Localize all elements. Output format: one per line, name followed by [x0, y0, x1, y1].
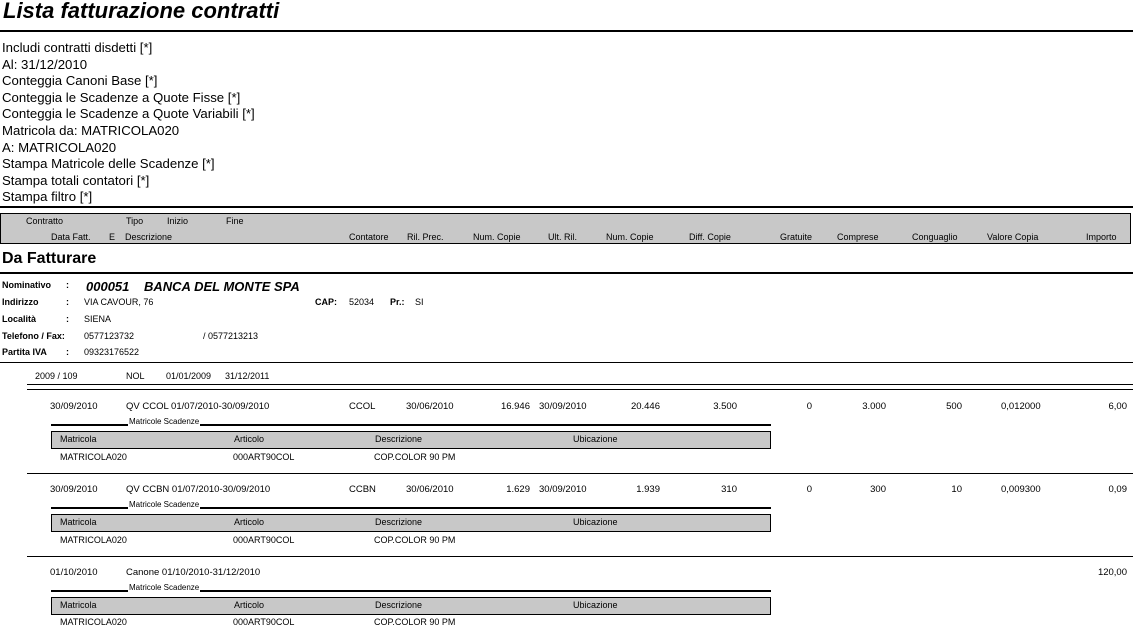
filter-line: Al: 31/12/2010 — [2, 56, 88, 72]
item-description: Canone 01/10/2010-31/12/2010 — [126, 567, 261, 578]
descrizione-value: COP.COLOR 90 PM — [374, 452, 456, 462]
item-date: 30/09/2010 — [50, 484, 98, 495]
mh-ubicazione: Ubicazione — [573, 517, 618, 527]
col-num-copie-prec: Num. Copie — [473, 232, 521, 242]
report-title: Lista fatturazione contratti — [3, 0, 280, 23]
cap-value: 52034 — [349, 297, 375, 307]
item-ult-ril: 30/09/2010 — [539, 401, 587, 412]
telefono-value: 0577123732 — [84, 331, 135, 341]
mh-matricola: Matricola — [60, 434, 97, 444]
matricole-header-box — [51, 431, 771, 449]
fax-value: / 0577213213 — [203, 331, 259, 341]
col-descrizione: Descrizione — [125, 232, 173, 242]
item-diff-copie: 310 — [721, 484, 737, 495]
item-contatore: CCBN — [349, 484, 376, 495]
item-num-copie-ult: 20.446 — [630, 401, 660, 412]
descrizione-value: COP.COLOR 90 PM — [374, 617, 456, 627]
column-header-box — [0, 213, 1131, 244]
customer-name: BANCA DEL MONTE SPA — [144, 279, 300, 294]
item-contatore: CCOL — [349, 401, 376, 412]
item-description: QV CCOL 01/07/2010-30/09/2010 — [126, 401, 270, 412]
item-valore-copia: 0,009300 — [1001, 484, 1041, 495]
filter-line: A: MATRICOLA020 — [2, 139, 117, 155]
mh-articolo: Articolo — [234, 600, 265, 610]
mh-descrizione: Descrizione — [375, 517, 423, 527]
mh-descrizione: Descrizione — [375, 434, 423, 444]
item-gratuite: 0 — [806, 401, 812, 412]
piva-label: Partita IVA — [2, 347, 47, 357]
colon: : — [66, 347, 69, 357]
contract-tipo: NOL — [126, 371, 145, 381]
col-e: E — [109, 232, 116, 242]
col-ult-ril: Ult. Ril. — [548, 232, 577, 242]
colon: : — [66, 297, 69, 307]
filter-line: Conteggia le Scadenze a Quote Fisse [*] — [2, 89, 241, 105]
matricole-label: Matricole Scadenze — [129, 500, 200, 509]
localita-value: SIENA — [84, 314, 112, 324]
item-ril-prec: 30/06/2010 — [406, 401, 454, 412]
nominativo-label: Nominativo — [2, 280, 52, 290]
col-tipo: Tipo — [126, 216, 144, 226]
mh-ubicazione: Ubicazione — [573, 600, 618, 610]
item-rule — [27, 473, 1133, 474]
pr-value: SI — [415, 297, 424, 307]
item-num-copie-prec: 1.629 — [506, 484, 530, 495]
col-conguaglio: Conguaglio — [912, 232, 958, 242]
contract-inizio: 01/01/2009 — [166, 371, 212, 381]
localita-label: Località — [2, 314, 37, 324]
matricole-header-box — [51, 514, 771, 532]
item-gratuite: 0 — [806, 484, 812, 495]
item-date: 30/09/2010 — [50, 401, 98, 412]
col-data-fatt: Data Fatt. — [51, 232, 91, 242]
item-comprese: 300 — [870, 484, 886, 495]
indirizzo-label: Indirizzo — [2, 297, 39, 307]
indirizzo-value: VIA CAVOUR, 76 — [84, 297, 154, 307]
matricola-value: MATRICOLA020 — [60, 617, 127, 627]
contract-rule — [27, 384, 1133, 385]
articolo-value: 000ART90COL — [233, 535, 295, 545]
contract-fine: 31/12/2011 — [225, 371, 270, 381]
articolo-value: 000ART90COL — [233, 452, 295, 462]
filter-line: Stampa filtro [*] — [2, 189, 93, 205]
col-valore-copia: Valore Copia — [987, 232, 1039, 242]
item-conguaglio: 500 — [946, 401, 962, 412]
col-diff-copie: Diff. Copie — [689, 232, 731, 242]
mh-descrizione: Descrizione — [375, 600, 423, 610]
pr-label: Pr.: — [390, 297, 405, 307]
colon: : — [66, 314, 69, 324]
col-contatore: Contatore — [349, 232, 389, 242]
mh-articolo: Articolo — [234, 517, 265, 527]
articolo-value: 000ART90COL — [233, 617, 295, 627]
mh-articolo: Articolo — [234, 434, 265, 444]
item-comprese: 3.000 — [862, 401, 886, 412]
telefono-label: Telefono / Fax: — [2, 331, 65, 341]
mh-matricola: Matricola — [60, 600, 97, 610]
item-valore-copia: 0,012000 — [1001, 401, 1041, 412]
item-num-copie-prec: 16.946 — [500, 401, 530, 412]
filter-line: Conteggia Canoni Base [*] — [2, 73, 158, 89]
filter-line: Includi contratti disdetti [*] — [2, 40, 153, 55]
mh-matricola: Matricola — [60, 517, 97, 527]
item-ult-ril: 30/09/2010 — [539, 484, 587, 495]
item-date: 01/10/2010 — [50, 567, 98, 578]
item-importo: 120,00 — [1097, 567, 1127, 578]
col-ril-prec: Ril. Prec. — [407, 232, 444, 242]
col-num-copie-ult: Num. Copie — [606, 232, 654, 242]
item-ril-prec: 30/06/2010 — [406, 484, 454, 495]
matricole-label: Matricole Scadenze — [129, 583, 200, 592]
filter-line: Stampa Matricole delle Scadenze [*] — [2, 156, 215, 172]
item-conguaglio: 10 — [951, 484, 962, 495]
item-rule — [27, 556, 1133, 557]
item-importo: 0,09 — [1108, 484, 1127, 495]
section-title: Da Fatturare — [2, 250, 97, 267]
item-diff-copie: 3.500 — [713, 401, 737, 412]
piva-value: 09323176522 — [84, 347, 140, 357]
col-comprese: Comprese — [837, 232, 879, 242]
filter-line: Conteggia le Scadenze a Quote Variabili [*] — [2, 106, 255, 122]
item-num-copie-ult: 1.939 — [636, 484, 660, 495]
col-inizio: Inizio — [167, 216, 189, 226]
customer-code: 000051 — [86, 279, 130, 294]
title-rule — [0, 30, 1133, 32]
item-description: QV CCBN 01/07/2010-30/09/2010 — [126, 484, 271, 495]
matricola-value: MATRICOLA020 — [60, 452, 127, 462]
col-contratto: Contratto — [26, 216, 64, 226]
item-importo: 6,00 — [1108, 401, 1127, 412]
mh-ubicazione: Ubicazione — [573, 434, 618, 444]
customer-rule — [0, 362, 1133, 363]
filter-rule — [0, 206, 1133, 208]
matricola-value: MATRICOLA020 — [60, 535, 127, 545]
filter-line: Stampa totali contatori [*] — [2, 172, 150, 188]
contract-rule — [27, 389, 1133, 390]
col-fine: Fine — [226, 216, 244, 226]
col-gratuite: Gratuite — [780, 232, 813, 242]
matricole-label: Matricole Scadenze — [129, 417, 200, 426]
matricole-header-box — [51, 597, 771, 615]
filter-line: Matricola da: MATRICOLA020 — [2, 123, 180, 138]
colon: : — [66, 280, 69, 290]
descrizione-value: COP.COLOR 90 PM — [374, 535, 456, 545]
col-importo: Importo — [1086, 232, 1117, 242]
section-rule — [0, 272, 1133, 274]
cap-label: CAP: — [315, 297, 337, 307]
contract-number: 2009 / 109 — [35, 371, 78, 381]
